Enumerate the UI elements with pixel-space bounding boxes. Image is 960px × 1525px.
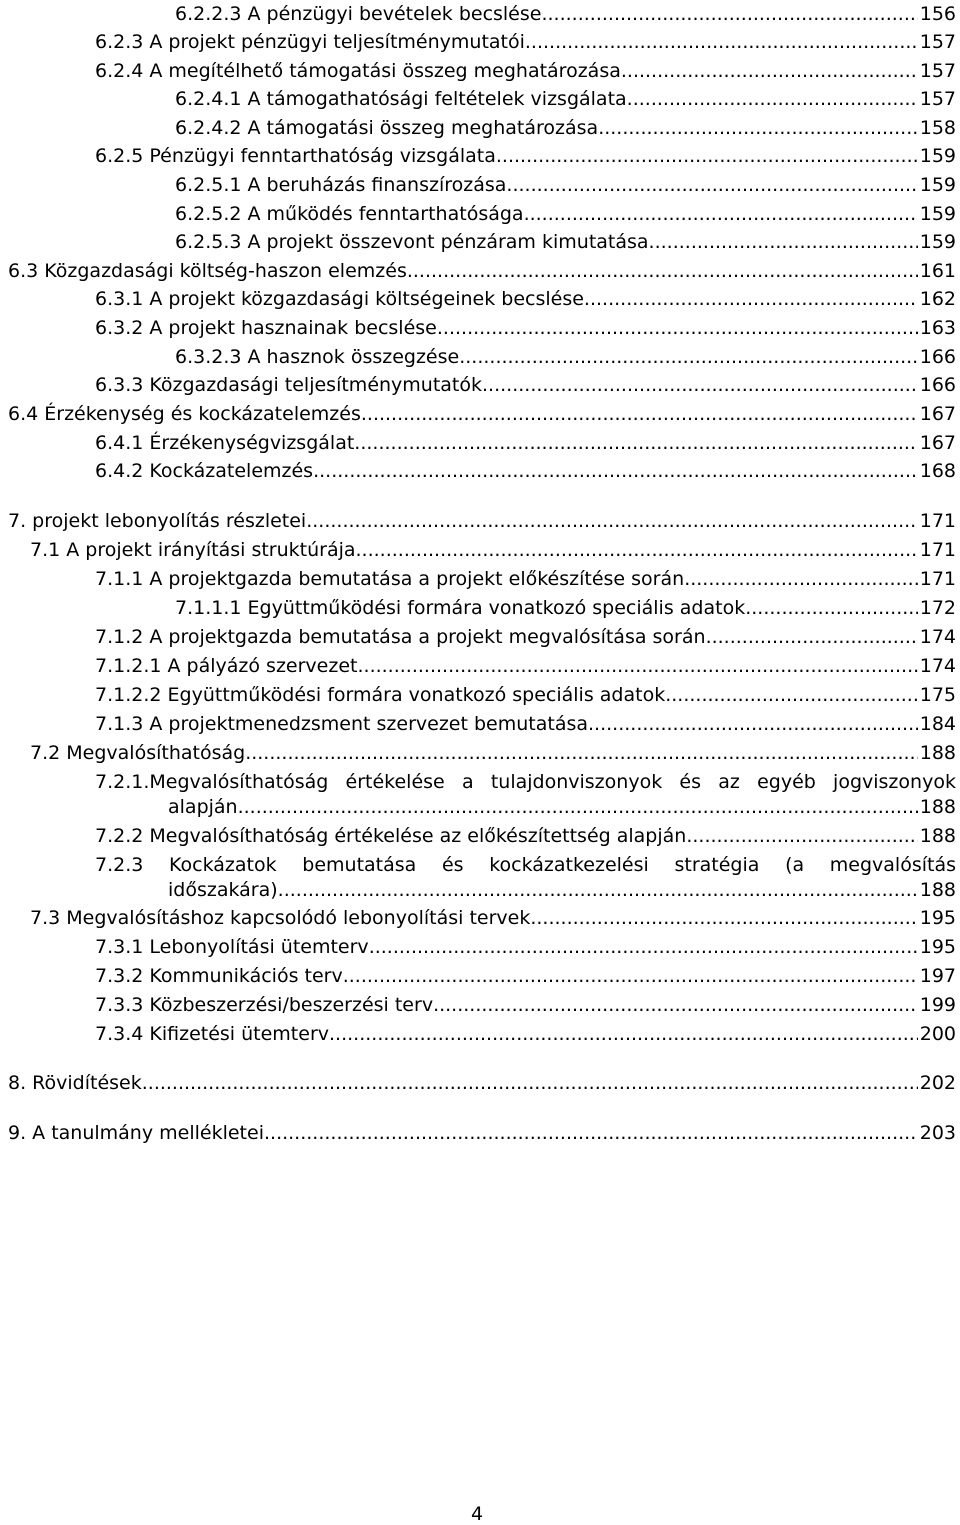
toc-dot-leader: [343, 962, 918, 991]
toc-page-number: 171: [919, 568, 956, 590]
toc-entry[interactable]: [0, 681, 956, 710]
toc-entry[interactable]: [0, 536, 956, 565]
toc-page-number: 188: [919, 742, 956, 764]
toc-entry-row[interactable]: [175, 228, 956, 257]
toc-entry-row[interactable]: [95, 565, 956, 594]
toc-page-number: 159: [919, 231, 956, 253]
toc-entry-title: 6.2.5.3 A projekt összevont pénzáram kimutatása: [175, 231, 649, 253]
toc-dot-leader: [665, 681, 918, 710]
toc-entry-row[interactable]: [95, 991, 956, 1020]
toc-dot-leader: [361, 400, 918, 429]
toc-entry-title: 7.1.2 A projektgazda bemutatása a projekt megvalósítása során: [95, 626, 706, 648]
toc-dot-leader: [482, 371, 918, 400]
toc-page-number: 195: [919, 907, 956, 929]
toc-entry-title: 7.1 A projekt irányítási struktúrája: [30, 539, 356, 561]
toc-page-number: 202: [919, 1072, 956, 1094]
toc-entry-title: 6.2.3 A projekt pénzügyi teljesítménymutatói: [95, 31, 525, 53]
toc-entry-row[interactable]: [8, 257, 956, 286]
toc-page-number: 199: [919, 994, 956, 1016]
toc-title-word: a: [461, 771, 474, 793]
toc-entry[interactable]: [0, 429, 956, 458]
toc-page-number: 168: [919, 460, 956, 482]
toc-page-number: 188: [919, 879, 956, 901]
toc-entry[interactable]: [0, 200, 956, 229]
toc-entry-title: 6.4 Érzékenység és kockázatelemzés: [8, 403, 361, 425]
toc-entry[interactable]: [0, 507, 956, 536]
toc-page-number: 157: [919, 60, 956, 82]
toc-dot-leader: [313, 457, 918, 486]
toc-entry-title: 7.3.1 Lebonyolítási ütemterv: [95, 936, 369, 958]
toc-title-word: és: [441, 854, 464, 876]
toc-entry[interactable]: [0, 710, 956, 739]
toc-title-word: bemutatása: [302, 854, 417, 876]
toc-entry[interactable]: [0, 793, 956, 822]
toc-entry[interactable]: [0, 343, 956, 372]
toc-page-number: 171: [919, 539, 956, 561]
toc-entry-title: 7.3.2 Kommunikációs terv: [95, 965, 343, 987]
toc-entry-row[interactable]: [95, 457, 956, 486]
toc-page-number: 159: [919, 203, 956, 225]
toc-title-word: (a: [785, 854, 805, 876]
toc-entry-title: 8. Rövidítések: [8, 1072, 142, 1094]
toc-entry[interactable]: [0, 228, 956, 257]
toc-entry-title: 6.2.4.2 A támogatási összeg meghatározása: [175, 117, 599, 139]
toc-entry[interactable]: [0, 0, 956, 29]
toc-entry[interactable]: [0, 57, 956, 86]
toc-page-number: 166: [919, 374, 956, 396]
toc-entry-title: 6.3.2.3 A hasznok összegzése: [175, 346, 460, 368]
toc-entry-row[interactable]: [8, 1119, 956, 1148]
toc-entry-title: 6.3.1 A projekt közgazdasági költségeinek becslése: [95, 288, 584, 310]
toc-page-number: 161: [919, 260, 956, 282]
toc-page-number: 159: [919, 174, 956, 196]
toc-entry-row[interactable]: [95, 822, 956, 851]
toc-entry-row[interactable]: [175, 200, 956, 229]
toc-entry-row[interactable]: [95, 371, 956, 400]
page-number: 4: [471, 1503, 484, 1525]
toc-page-number: 174: [919, 655, 956, 677]
toc-entry-title: 6.4.2 Kockázatelemzés: [95, 460, 314, 482]
toc-dot-leader: [264, 1119, 918, 1148]
toc-title-word: megvalósítás: [829, 854, 956, 876]
toc-entry-row[interactable]: [175, 85, 956, 114]
toc-entry[interactable]: [0, 822, 956, 851]
toc-entry-title: 6.2.4.1 A támogathatósági feltételek vizsgálata: [175, 88, 627, 110]
toc-page-number: 175: [919, 684, 956, 706]
toc-entry[interactable]: [0, 114, 956, 143]
toc-dot-leader: [598, 114, 918, 143]
toc-entry-title: 6.3 Közgazdasági költség-haszon elemzés: [8, 260, 407, 282]
toc-title-word: 7.2.1.Megvalósíthatóság: [95, 771, 329, 793]
toc-entry-row[interactable]: [8, 1069, 956, 1098]
toc-page-number: 166: [919, 346, 956, 368]
toc-page-number: 157: [919, 88, 956, 110]
toc-dot-leader: [238, 793, 918, 822]
toc-page-number: 203: [919, 1122, 956, 1144]
toc-entry-title: 7.3.4 Kifizetési ütemterv: [95, 1023, 329, 1045]
toc-title-word: értékelése: [345, 771, 445, 793]
toc-dot-leader: [541, 0, 917, 29]
toc-entry[interactable]: [0, 1069, 956, 1098]
toc-entry-title: 9. A tanulmány mellékletei: [8, 1122, 264, 1144]
toc-entry-row[interactable]: [95, 429, 956, 458]
toc-entry[interactable]: [0, 962, 956, 991]
toc-entry-title: 7.1.2.1 A pályázó szervezet: [95, 655, 358, 677]
toc-entry-row[interactable]: [95, 1020, 956, 1049]
toc-dot-leader: [745, 594, 918, 623]
toc-title-word: egyéb: [757, 771, 816, 793]
toc-page-number: 174: [919, 626, 956, 648]
toc-dot-leader: [142, 1069, 918, 1098]
toc-dot-leader: [530, 904, 917, 933]
toc-entry-title: 6.2.5.1 A beruházás finanszírozása: [175, 174, 507, 196]
toc-entry-row[interactable]: [30, 739, 956, 768]
toc-page-number: 156: [919, 3, 956, 25]
toc-entry[interactable]: [0, 285, 956, 314]
toc-entry-title: 7.1.3 A projektmenedzsment szervezet bemutatása: [95, 713, 588, 735]
toc-entry-title: 7.1.1.1 Együttműködési formára vonatkozó speciális adatok: [175, 597, 746, 619]
toc-page-number: 197: [919, 965, 956, 987]
toc-dot-leader: [588, 710, 918, 739]
toc-dot-leader: [433, 991, 918, 1020]
toc-dot-leader: [584, 285, 918, 314]
toc-entry-row[interactable]: [95, 623, 956, 652]
toc-entry-title: 7.1.1 A projektgazda bemutatása a projekt előkészítése során: [95, 568, 685, 590]
toc-dot-leader: [369, 933, 918, 962]
toc-dot-leader: [437, 314, 918, 343]
toc-dot-leader: [459, 343, 918, 372]
toc-title-word: tulajdonviszonyok: [490, 771, 663, 793]
toc-entry-row[interactable]: [30, 904, 956, 933]
toc-entry-title: 7.3 Megvalósításhoz kapcsolódó lebonyolítási tervek: [30, 907, 531, 929]
toc-page-number: 188: [919, 796, 956, 818]
toc-entry-row[interactable]: [175, 0, 956, 29]
toc-entry-title: időszakára): [168, 879, 278, 901]
toc-title-word: Kockázatok: [169, 854, 277, 876]
toc-dot-leader: [407, 257, 918, 286]
toc-entry-row[interactable]: [168, 876, 956, 905]
toc-entry-row[interactable]: [95, 314, 956, 343]
toc-entry[interactable]: [0, 652, 956, 681]
toc-entry[interactable]: [0, 371, 956, 400]
toc-page-number: 188: [919, 825, 956, 847]
toc-entry[interactable]: [0, 565, 956, 594]
toc-entry[interactable]: [0, 933, 956, 962]
toc-page-number: 195: [919, 936, 956, 958]
toc-page-number: 162: [919, 288, 956, 310]
toc-entry[interactable]: [0, 991, 956, 1020]
toc-entry-title: 7.3.3 Közbeszerzési/beszerzési terv: [95, 994, 434, 1016]
toc-entry-row[interactable]: [95, 681, 956, 710]
toc-page-number: 172: [919, 597, 956, 619]
toc-dot-leader: [524, 200, 918, 229]
toc-entry-title: 6.2.5.2 A működés fenntarthatósága: [175, 203, 524, 225]
toc-entry-row[interactable]: [95, 285, 956, 314]
toc-entry-title: 7. projekt lebonyolítás részletei: [8, 510, 307, 532]
toc-entry-title: 6.2.5 Pénzügyi fenntarthatóság vizsgálata: [95, 145, 496, 167]
toc-entry-row[interactable]: [30, 536, 956, 565]
toc-entry-title: 7.1.2.2 Együttműködési formára vonatkozó speciális adatok: [95, 684, 666, 706]
toc-page-number: 158: [919, 117, 956, 139]
toc-title-word: stratégia: [674, 854, 760, 876]
toc-entry-title: 6.2.2.3 A pénzügyi bevételek becslése: [175, 3, 542, 25]
toc-page-number: 200: [919, 1023, 956, 1045]
toc-entry[interactable]: [0, 171, 956, 200]
toc-entry[interactable]: [0, 314, 956, 343]
toc-entry-row[interactable]: [168, 793, 956, 822]
toc-entry[interactable]: [0, 257, 956, 286]
toc-page-number: 157: [919, 31, 956, 53]
toc-entry-row[interactable]: [95, 710, 956, 739]
toc-entry[interactable]: [0, 457, 956, 486]
toc-entry[interactable]: [0, 142, 956, 171]
toc-dot-leader: [686, 822, 917, 851]
toc-entry-row[interactable]: [95, 57, 956, 86]
toc-entry[interactable]: [0, 400, 956, 429]
toc-title-word: kockázatkezelési: [489, 854, 649, 876]
toc-entry-row[interactable]: [8, 507, 956, 536]
toc-page-number: 167: [919, 432, 956, 454]
toc-dot-leader: [354, 429, 917, 458]
toc-entry-title: 6.3.2 A projekt hasznainak becslése: [95, 317, 437, 339]
toc-dot-leader: [506, 171, 917, 200]
toc-entry[interactable]: [0, 876, 956, 905]
toc-page-number: 184: [919, 713, 956, 735]
toc-entry-row[interactable]: [175, 343, 956, 372]
toc-entry-title: 6.4.1 Érzékenységvizsgálat: [95, 432, 355, 454]
toc-dot-leader: [245, 739, 918, 768]
toc-entry-title: 6.3.3 Közgazdasági teljesítménymutatók: [95, 374, 483, 396]
toc-entry-title: 7.2.2 Megvalósíthatóság értékelése az előkészítettség alapján: [95, 825, 687, 847]
toc-entry-row[interactable]: [95, 142, 956, 171]
toc-dot-leader: [649, 228, 918, 257]
toc-entry-title: 7.2 Megvalósíthatóság: [30, 742, 246, 764]
toc-page-number: 163: [919, 317, 956, 339]
toc-dot-leader: [306, 507, 918, 536]
toc-entry-row[interactable]: [8, 400, 956, 429]
toc-entry-row[interactable]: [175, 171, 956, 200]
toc-entry-row[interactable]: [95, 652, 956, 681]
toc-entry[interactable]: [0, 904, 956, 933]
toc-title-word: az: [718, 771, 740, 793]
toc-dot-leader: [329, 1020, 918, 1049]
toc-entry-row[interactable]: [95, 28, 956, 57]
toc-entry-row[interactable]: [95, 933, 956, 962]
toc-entry[interactable]: [0, 739, 956, 768]
toc-title-word: és: [679, 771, 702, 793]
toc-title-word: jogviszonyok: [833, 771, 956, 793]
toc-entry[interactable]: [0, 594, 956, 623]
toc-page-number: 159: [919, 145, 956, 167]
toc-page-number: 167: [919, 403, 956, 425]
toc-entry[interactable]: [0, 1119, 956, 1148]
toc-entry[interactable]: [0, 85, 956, 114]
toc-page-number: 171: [919, 510, 956, 532]
toc-dot-leader: [621, 57, 918, 86]
toc-entry-row[interactable]: [175, 114, 956, 143]
toc-dot-leader: [525, 28, 918, 57]
toc-entry-title: 6.2.4 A megítélhető támogatási összeg meghatározása: [95, 60, 621, 82]
toc-dot-leader: [357, 652, 917, 681]
toc-dot-leader: [496, 142, 918, 171]
toc-dot-leader: [356, 536, 918, 565]
toc-dot-leader: [706, 623, 918, 652]
toc-entry-row[interactable]: [175, 594, 956, 623]
toc-entry[interactable]: [0, 623, 956, 652]
toc-entry[interactable]: [0, 28, 956, 57]
toc-dot-leader: [684, 565, 918, 594]
toc-entry-row[interactable]: [95, 962, 956, 991]
toc-entry-title: alapján: [168, 796, 238, 818]
toc-dot-leader: [278, 876, 918, 905]
toc-title-word: 7.2.3: [95, 854, 144, 876]
toc-dot-leader: [627, 85, 918, 114]
toc-entry[interactable]: [0, 1020, 956, 1049]
